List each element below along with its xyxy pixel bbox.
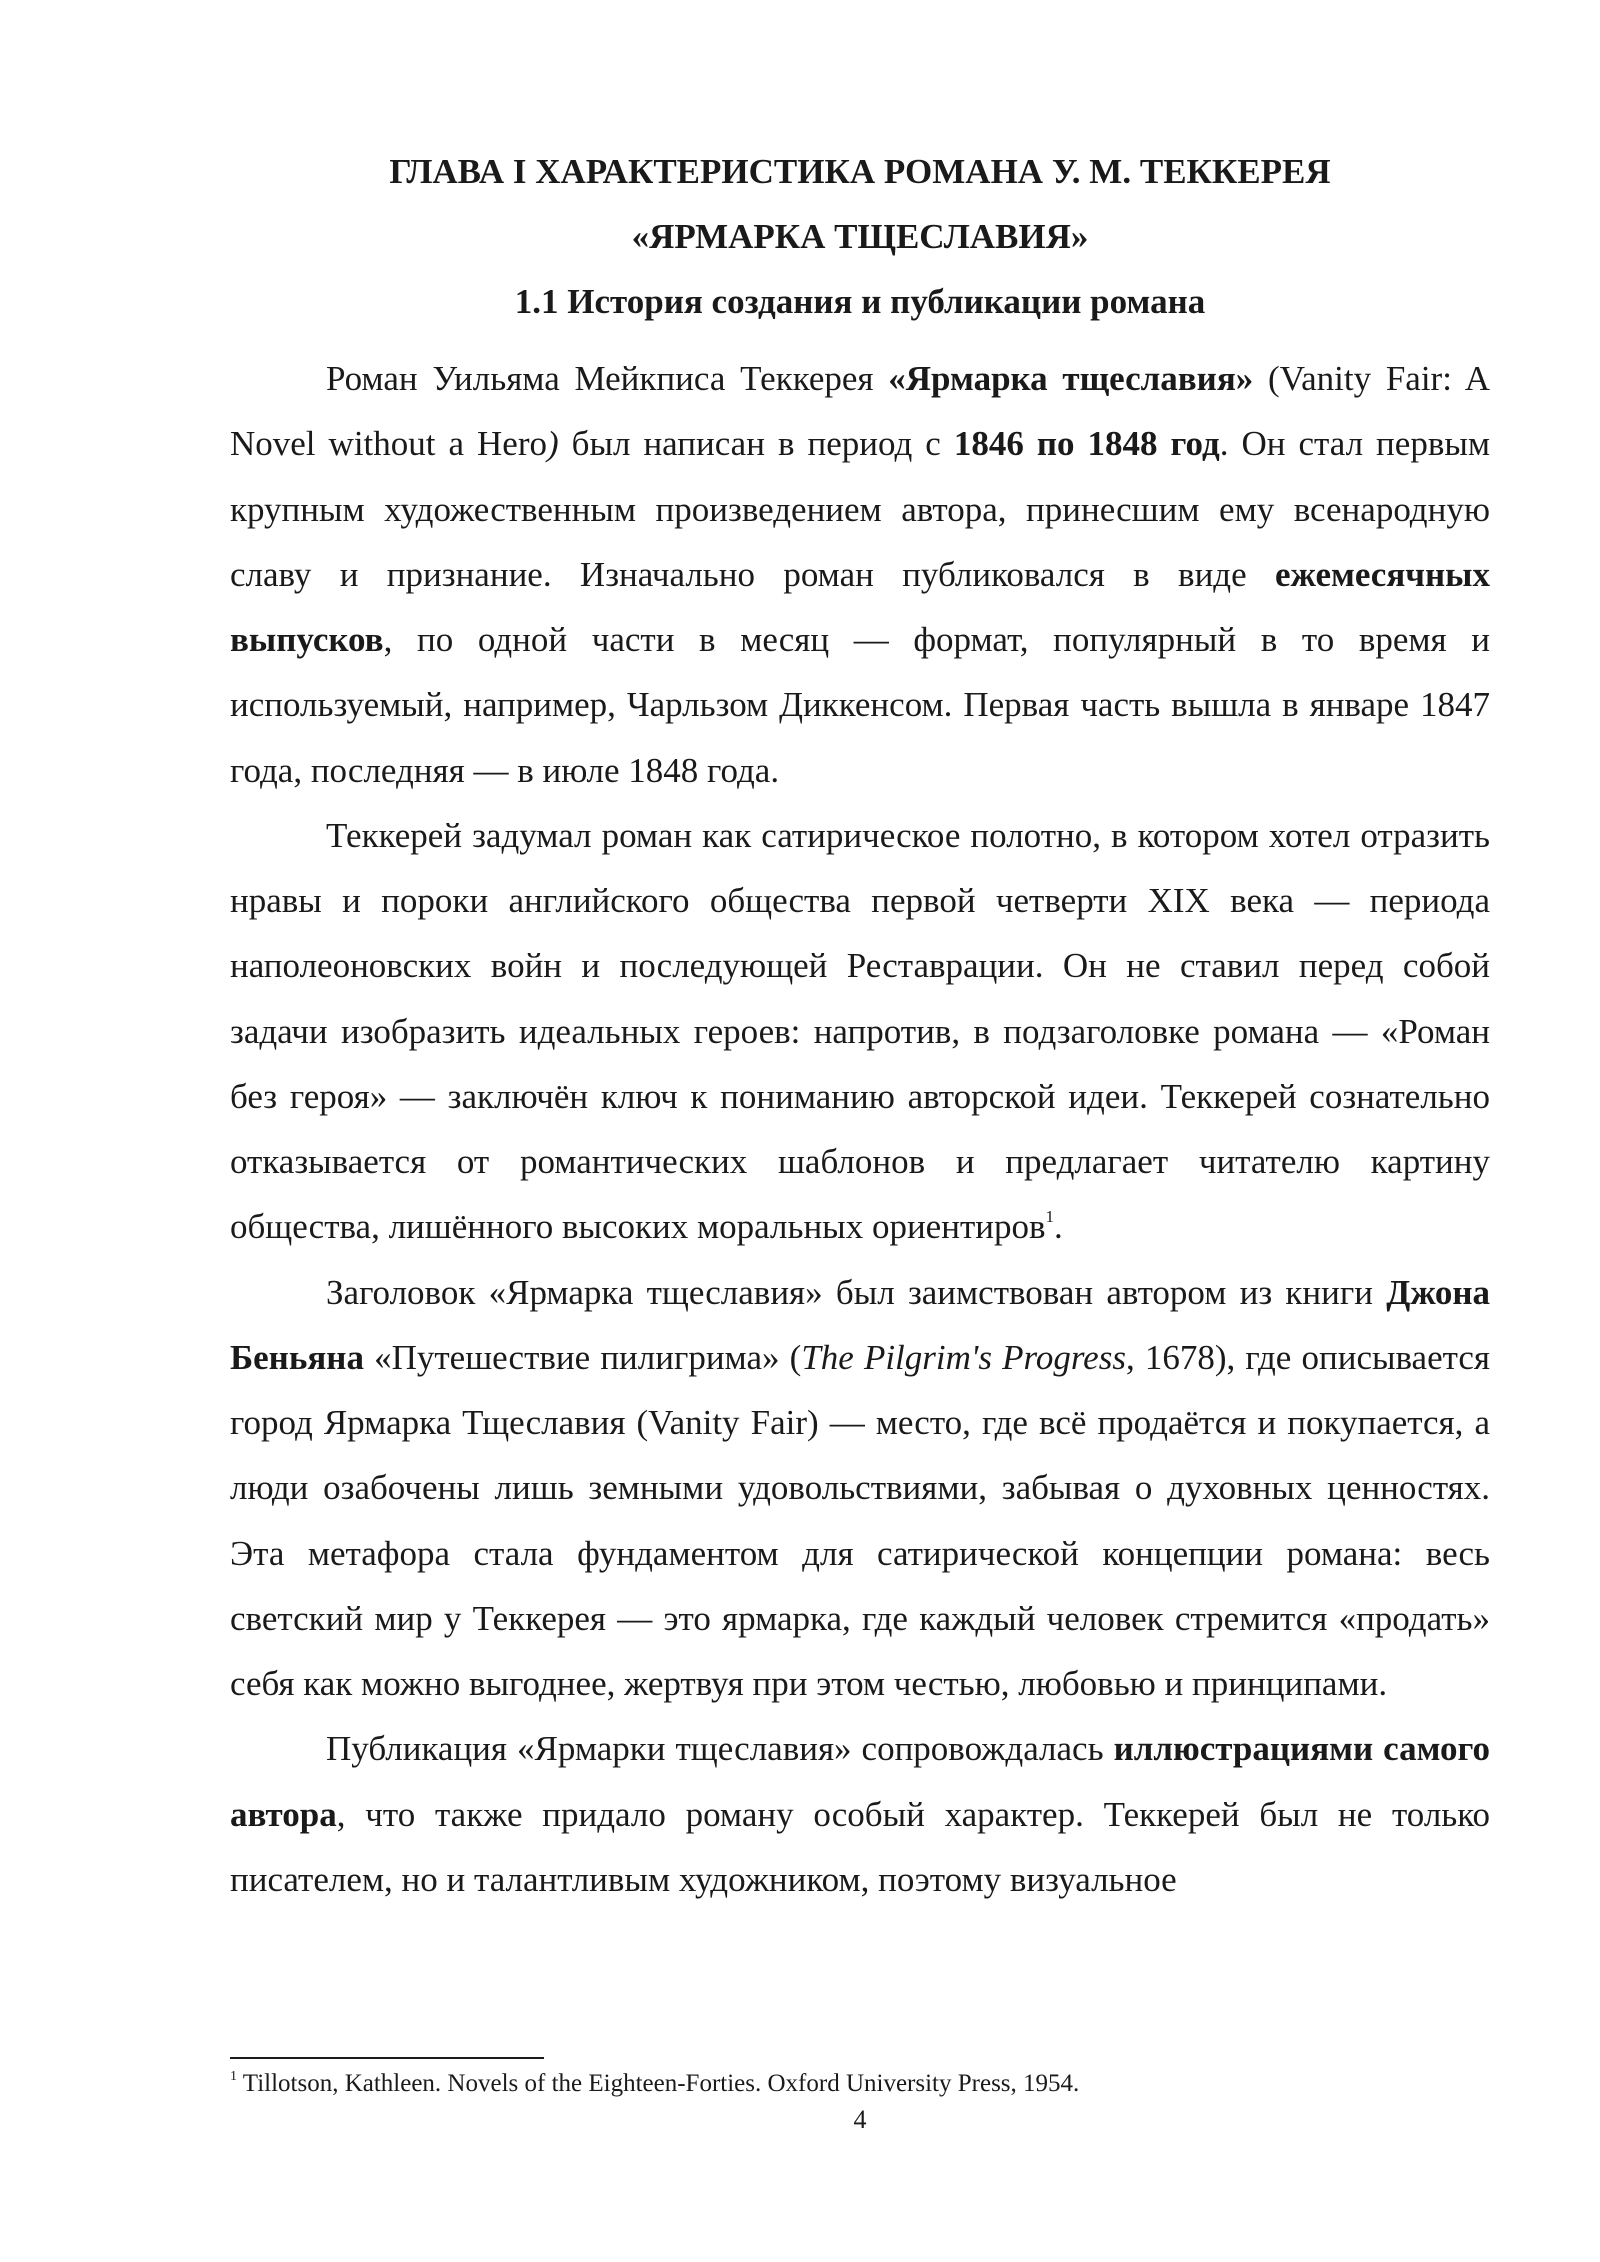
footnote (230, 2069, 1490, 2099)
italic-run: ) (547, 424, 559, 464)
bold-run: Джона Беньяна (230, 1272, 1490, 1377)
text-run: был написан в период с (558, 424, 954, 464)
text-run: , что также придало роману особый характер. Теккерей был не только писателем, но и талантливым художником, поэтому визуальное (230, 1794, 1490, 1899)
text-run: (Vanity Fair: A Novel without a Hero (230, 359, 1491, 464)
bold-run: иллюстрациями самого автора (230, 1729, 1490, 1834)
text-run: . Он стал первым крупным художественным произведением автора, принесшим ему всенародную славу и признание. Изначально роман публиковался в виде (230, 424, 1491, 594)
paragraph-3 (230, 1260, 1490, 1717)
bold-run: «Ярмарка тщеславия» (888, 359, 1254, 398)
paragraph-2 (230, 803, 1490, 1260)
text-run: Роман Уильяма Мейкписа Теккерея (326, 359, 889, 398)
text-run: «Путешествие пилигрима» ( (363, 1337, 802, 1377)
page-number: 4 (853, 2105, 867, 2134)
text-run: , 1678), где описывается город Ярмарка Тщеславия (Vanity Fair) — место, где всё продаётся и покупается, а люди озабочены лишь земными удовольствиями, забывая о духовных ценностях. Эта метафора стала фундаментом для сатирической концепции романа: весь светский мир у Теккерея — это ярмарка, где каждый человек стремится «продать» себя как можно выгоднее, жертвуя при этом честью, любовью и принципами. (230, 1337, 1490, 1703)
text-run: Заголовок «Ярмарка тщеславия» был заимствован автором из книги (326, 1272, 1387, 1312)
body-text (230, 346, 1490, 1912)
section-title: 1.1 История создания и публикации романа (514, 282, 1206, 321)
footnote-number: 1 (230, 2069, 237, 2084)
footnote-reference[interactable]: 1 (1045, 1207, 1054, 1227)
text-run: , по одной части в месяц — формат, популярный в то время и используемый, например, Чарльзом Диккенсом. Первая часть вышла в январе 1847 года, последняя — в июле 1848 года. (230, 620, 1490, 790)
paragraph-4 (230, 1716, 1490, 1912)
footnote-text: Tillotson, Kathleen. Novels of the Eighteen-Forties. Oxford University Press, 1954. (237, 2070, 1080, 2097)
paragraph-1 (230, 346, 1490, 803)
text-run: Теккерей задумал роман как сатирическое полотно, в котором хотел отразить нравы и пороки английского общества первой четверти XIX века — периода наполеоновских войн и последующей Реставрации. Он не ставил перед собой задачи изобразить идеальных героев: напротив, в подзаголовке романа — «Роман без героя» — заключён ключ к пониманию авторской идеи. Теккерей сознательно отказывается от романтических шаблонов и предлагает читателю картину общества, лишённого высоких моральных ориентиров (230, 815, 1490, 1247)
bold-run: 1846 по 1848 год (953, 424, 1220, 464)
chapter-heading-line-2: «ЯРМАРКА ТЩЕСЛАВИЯ» (631, 217, 1089, 256)
chapter-heading-line-1: ГЛАВА I ХАРАКТЕРИСТИКА РОМАНА У. М. ТЕККЕРЕЯ (389, 152, 1331, 191)
footnote-separator (230, 2057, 544, 2059)
text-run: . (1054, 1207, 1063, 1247)
italic-run: The Pilgrim's Progress (801, 1337, 1126, 1377)
text-run: Публикация «Ярмарки тщеславия» сопровождалась (326, 1729, 1114, 1769)
bold-run: ежемесячных выпусков (230, 554, 1490, 659)
